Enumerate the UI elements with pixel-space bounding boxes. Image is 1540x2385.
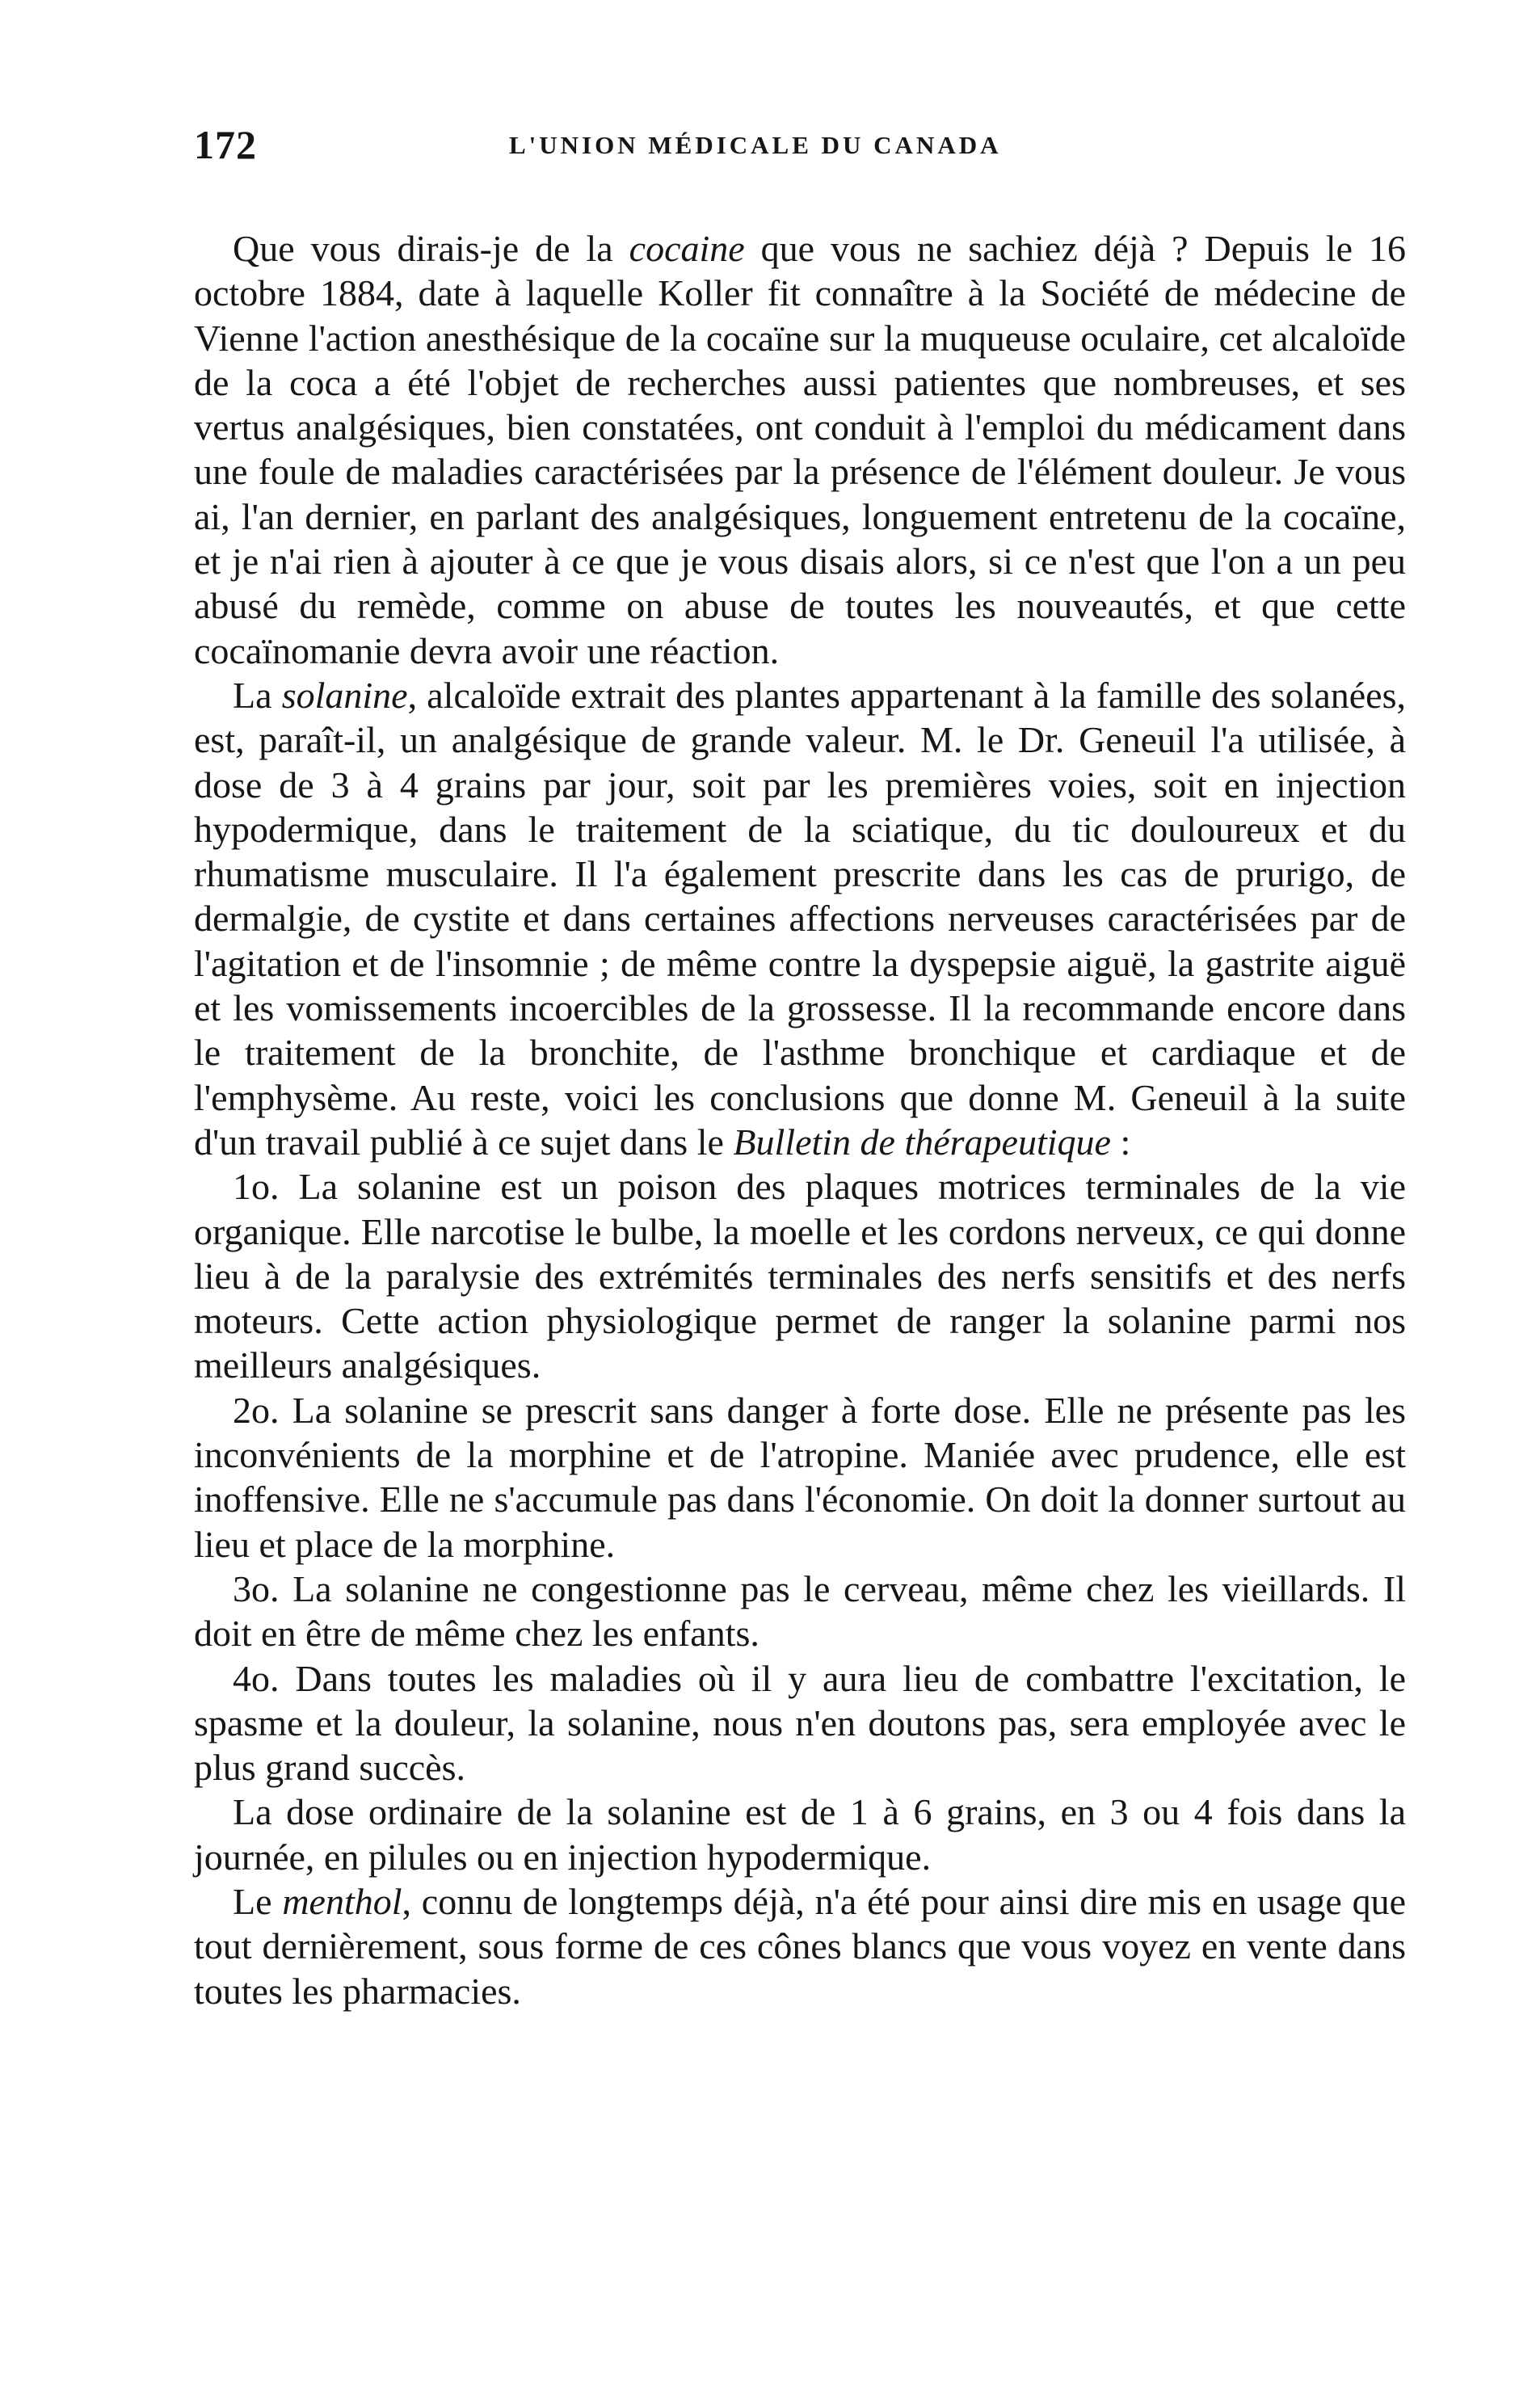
italic-term: menthol [282,1880,402,1922]
text-span: Le [233,1880,283,1922]
article-body [194,226,1406,2013]
paragraph-dosage: La dose ordinaire de la solanine est de 1 à 6 grains, en 3 ou 4 fois dans la journée, en pilules ou en injection hypodermique. [194,1791,1406,1878]
conclusion-3: 3o. La solanine ne congestionne pas le cerveau, même chez les vieillards. Il doit en être de même chez les enfants. [194,1567,1406,1655]
text-span: Que vous dirais-je de la [233,228,629,269]
running-title: L'UNION MÉDICALE DU CANADA [509,131,1002,159]
paragraph-cocaine [194,226,1406,673]
text-span: , alcaloïde extrait des plantes appartenant à la famille des solanées, est, paraît-il, un analgésique de grande valeur. M. le Dr. Geneuil l'a utilisée, à dose de 3 à 4 grains par jour, soit par les premières voies, soit en injection hypodermique, dans le traitement de la sciatique, du tic douloureux et du rhumatisme musculaire. Il l'a également prescrite dans les cas de prurigo, de dermalgie, de cystite et dans certaines affections nerveuses caractérisées par de l'agitation et de l'insomnie ; de même contre la dyspepsie aiguë, la gastrite aiguë et les vomissements incoercibles de la grossesse. Il la recommande encore dans le traitement de la bronchite, de l'asthme bronchique et cardiaque et de l'emphysème. Au reste, voici les conclusions que donne M. Geneuil à la suite d'un travail publié à ce sujet dans le [194,674,1406,1163]
conclusion-2: 2o. La solanine se prescrit sans danger à forte dose. Elle ne présente pas les inconvénients de la morphine et de l'atropine. Maniée avec prudence, elle est inoffensive. Elle ne s'accumule pas dans l'économie. On doit la donner surtout au lieu et place de la morphine. [194,1389,1406,1565]
text-span: , connu de longtemps déjà, n'a été pour ainsi dire mis en usage que tout dernièrement, sous forme de ces cônes blancs que vous voyez en vente dans toutes les pharmacies. [194,1880,1407,2012]
italic-term: solanine [281,674,408,716]
page-header [194,121,1406,170]
italic-journal-title: Bulletin de thérapeutique [733,1121,1111,1163]
text-span: que vous ne sachiez déjà ? Depuis le 16 octobre 1884, date à laquelle Koller fit connaître à la Société de médecine de Vienne l'action anesthésique de la cocaïne sur la muqueuse oculaire, cet alcaloïde de la coca a été l'objet de recherches aussi patientes que nombreuses, et ses vertus analgésiques, bien constatées, ont conduit à l'emploi du médicament dans une foule de maladies caractérisées par la présence de l'élément douleur. Je vous ai, l'an dernier, en parlant des analgésiques, longuement entretenu de la cocaïne, et je n'ai rien à ajouter à ce que je vous disais alors, si ce n'est que l'on a un peu abusé du remède, comme on abuse de toutes les nouveautés, et que cette cocaïnomanie devra avoir une réaction. [194,228,1406,671]
text-span: : [1110,1121,1131,1163]
italic-term: cocaine [629,228,745,269]
paragraph-menthol [194,1879,1406,2013]
conclusion-1: 1o. La solanine est un poison des plaques motrices terminales de la vie organique. Elle narcotise le bulbe, la moelle et les cordons nerveux, ce qui donne lieu à de la paralysie des extrémités terminales des nerfs sensitifs et des nerfs moteurs. Cette action physiologique permet de ranger la solanine parmi nos meilleurs analgésiques. [194,1166,1406,1386]
text-span: La [233,674,282,716]
conclusion-4: 4o. Dans toutes les maladies où il y aura lieu de combattre l'excitation, le spasme et la douleur, la solanine, nous n'en doutons pas, sera employée avec le plus grand succès. [194,1657,1406,1789]
paragraph-solanine [194,673,1406,1164]
page-number: 172 [194,122,257,167]
document-page [194,121,1406,2013]
